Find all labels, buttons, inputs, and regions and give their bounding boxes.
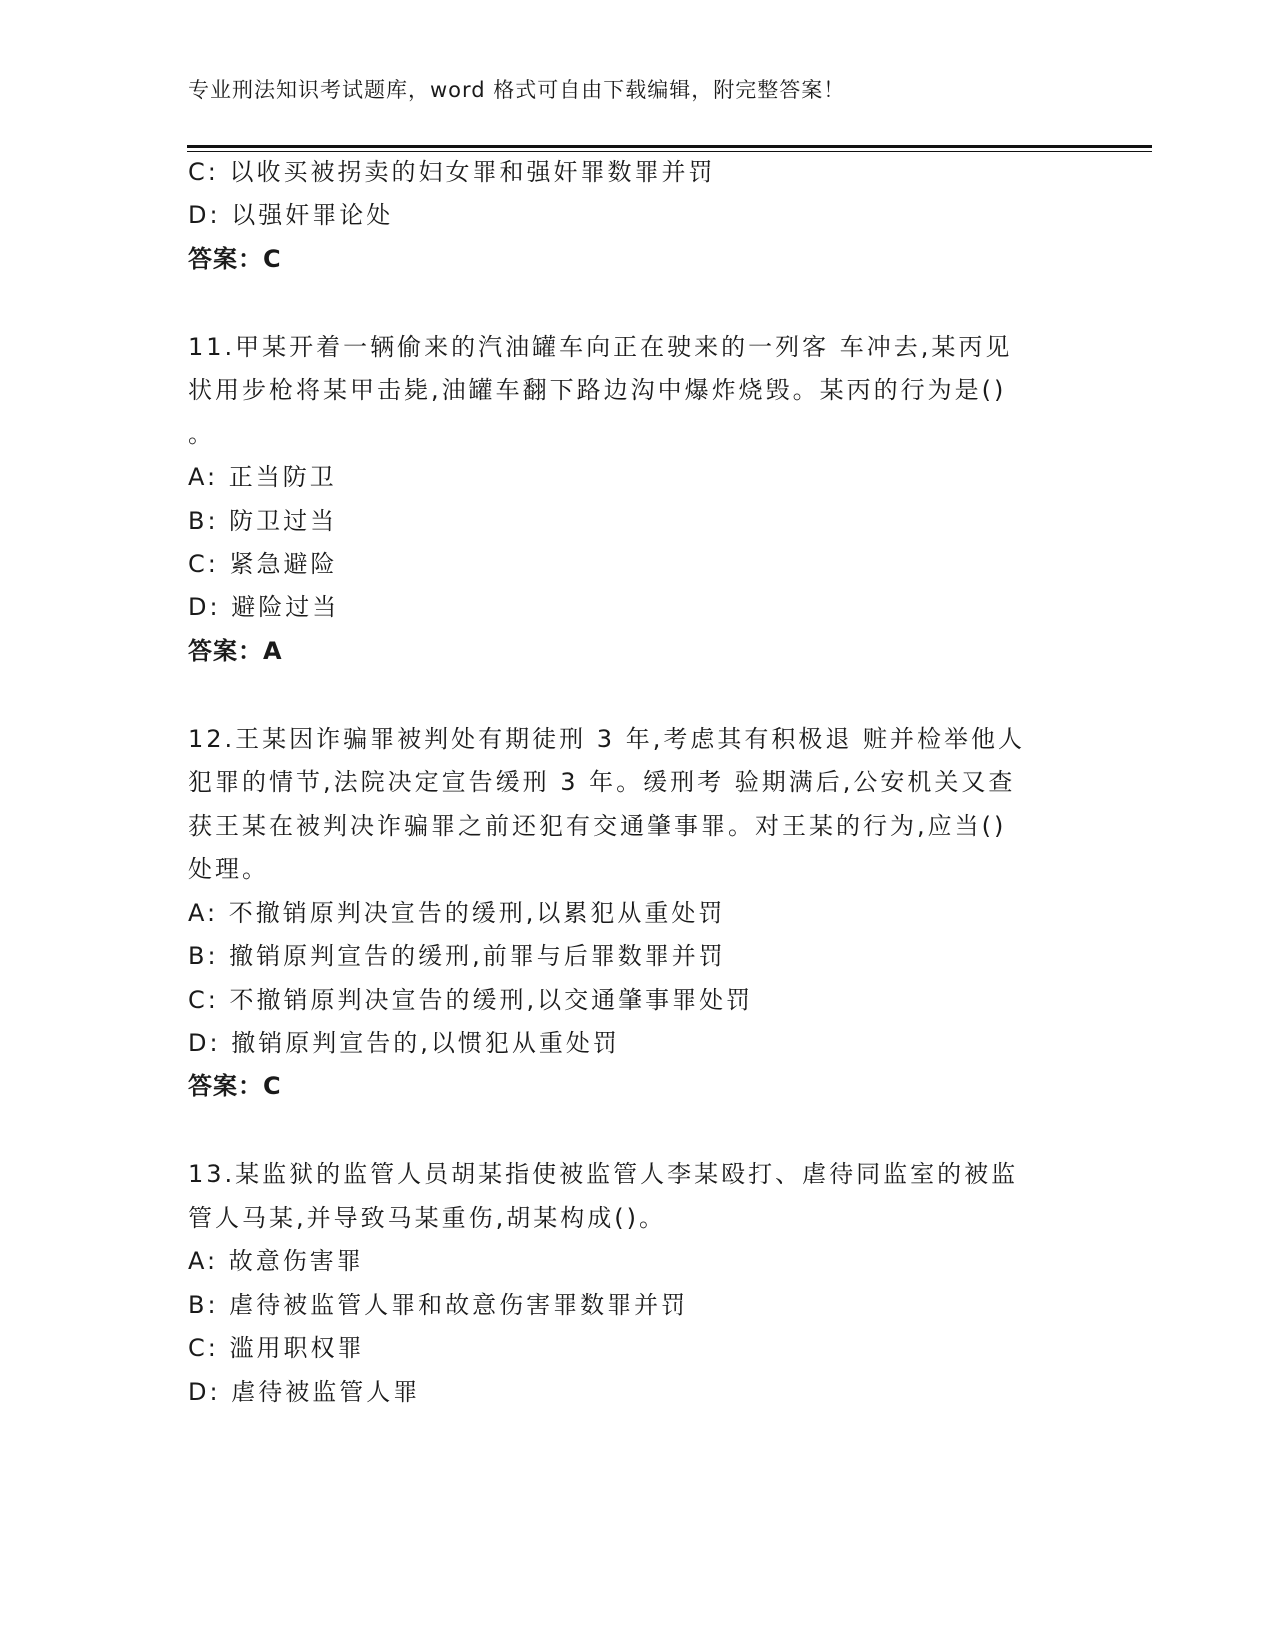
q13-text-line: 13.某监狱的监管人员胡某指使被监管人李某殴打、虐待同监室的被监 [188,1160,1019,1188]
q11-answer: 答案：A [188,637,283,665]
q12-option-d: D: 撤销原判宣告的,以惯犯从重处罚 [188,1029,620,1057]
q12-answer: 答案：C [188,1072,282,1100]
page-header: 专业刑法知识考试题库，word 格式可自由下载编辑，附完整答案！ [188,78,846,102]
prev-option-c: C: 以收买被拐卖的妇女罪和强奸罪数罪并罚 [188,158,716,186]
q12-text-line: 获王某在被判决诈骗罪之前还犯有交通肇事罪。对王某的行为,应当() [188,812,1007,840]
q12-text-line: 12.王某因诈骗罪被判处有期徒刑 3 年,考虑其有积极退 赃并检举他人 [188,725,1025,753]
q13-option-d: D: 虐待被监管人罪 [188,1378,421,1406]
header-rule-thick [187,145,1152,148]
q11-option-b: B: 防卫过当 [188,507,338,535]
q11-text-line: 。 [188,420,215,448]
q11-option-d: D: 避险过当 [188,593,340,621]
q12-text-line: 犯罪的情节,法院决定宣告缓刑 3 年。缓刑考 验期满后,公安机关又查 [188,768,1016,796]
q13-option-c: C: 滥用职权罪 [188,1334,365,1362]
q13-option-b: B: 虐待被监管人罪和故意伤害罪数罪并罚 [188,1291,689,1319]
q11-option-c: C: 紧急避险 [188,550,338,578]
q11-text-line: 状用步枪将某甲击毙,油罐车翻下路边沟中爆炸烧毁。某丙的行为是() [188,376,1007,404]
q12-option-a: A: 不撤销原判决宣告的缓刑,以累犯从重处罚 [188,899,726,927]
header-rule-thin [187,151,1152,152]
q11-option-a: A: 正当防卫 [188,463,337,491]
q12-text-line: 处理。 [188,855,269,883]
q13-option-a: A: 故意伤害罪 [188,1247,364,1275]
q12-option-c: C: 不撤销原判决宣告的缓刑,以交通肇事罪处罚 [188,986,754,1014]
q13-text-line: 管人马某,并导致马某重伤,胡某构成()。 [188,1204,666,1232]
prev-option-d: D: 以强奸罪论处 [188,201,394,229]
q11-text-line: 11.甲某开着一辆偷来的汽油罐车向正在驶来的一列客 车冲去,某丙见 [188,333,1013,361]
q12-option-b: B: 撤销原判宣告的缓刑,前罪与后罪数罪并罚 [188,942,726,970]
prev-answer: 答案：C [188,245,282,273]
